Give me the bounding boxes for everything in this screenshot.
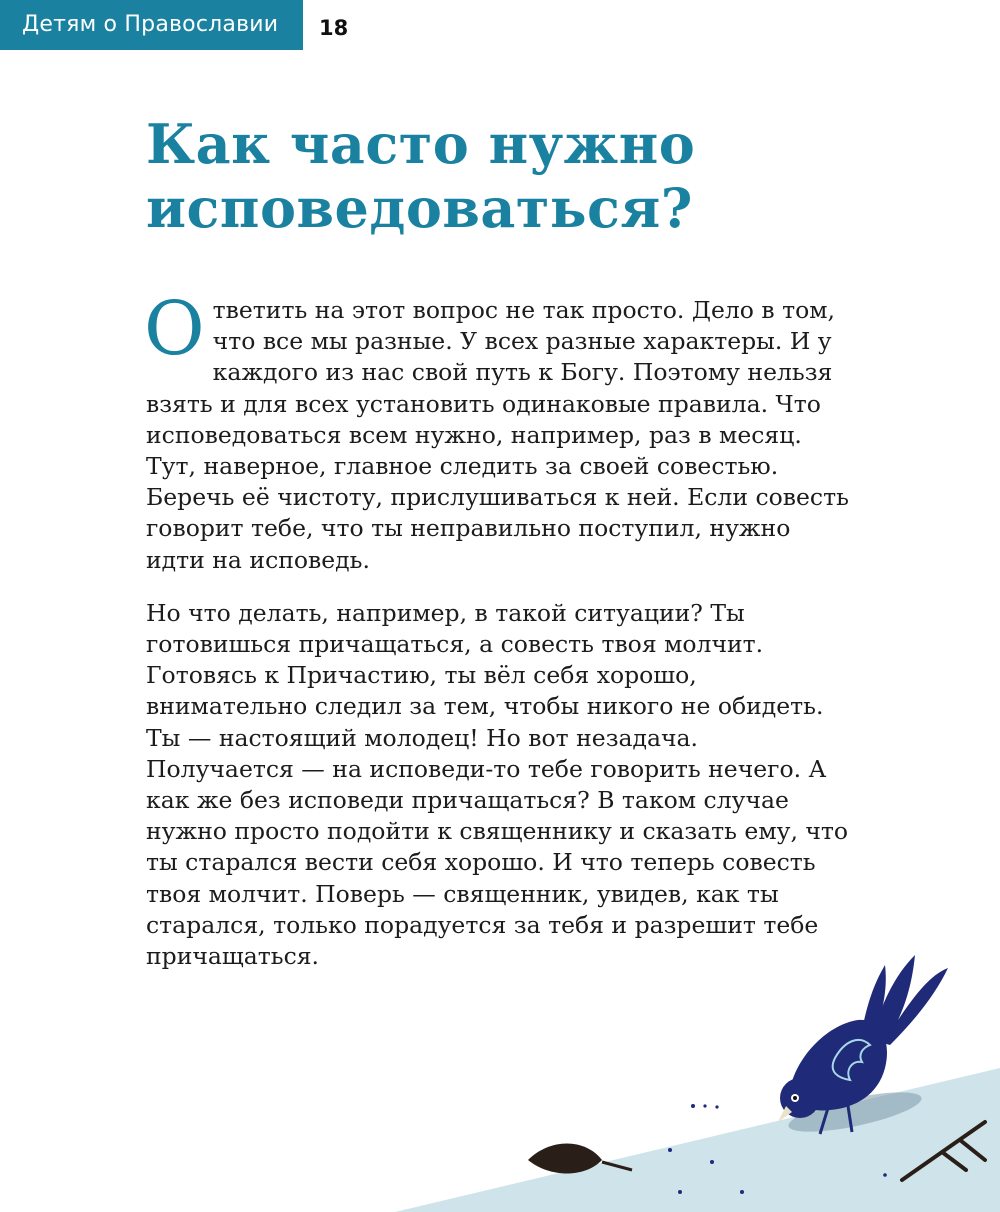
- article-body: [144, 286, 850, 994]
- paragraph-2: Но что делать, например, в такой ситуации? Ты готовишься причащаться, а совесть твоя молчит. Готовясь к Причастию, ты вёл себя хорошо, внимательно следил за тем, чтобы никого не обидеть. Ты — настоящий молодец! Но вот незадача. Получается — на исповеди-то тебе говорить нечего. А как же без исповеди причащаться? В таком случае нужно просто подойти к священнику и сказать ему, что ты старался вести себя хорошо. И что теперь совесть твоя молчит. Поверь — священник, увидев, как ты старался, только порадуется за тебя и разрешит тебе причащаться.: [146, 598, 849, 971]
- paragraph-1-text: тветить на этот вопрос не так просто. Дело в том, что все мы разные. У всех разные характеры. И у каждого из нас свой путь к Богу. Поэтому нельзя взять и для всех установить одинаковые правила. Что исповедоваться всем нужно, например, раз в месяц. Тут, наверное, главное следить за своей совестью. Беречь её чистоту, прислушиваться к ней. Если совесть говорит тебе, что ты неправильно поступил, нужно идти на исповедь.: [146, 296, 849, 574]
- twig: [902, 1122, 985, 1180]
- leaf: [528, 1144, 602, 1174]
- snow-dots: [668, 1104, 887, 1194]
- bird-head: [780, 1078, 820, 1118]
- bird-body: [790, 1020, 887, 1111]
- snow-ground: [395, 1068, 1000, 1212]
- paragraph-1: [144, 286, 850, 576]
- bird-shadow: [786, 1084, 925, 1140]
- series-header-tab: Детям о Православии: [0, 0, 303, 50]
- bird-beak: [778, 1106, 792, 1122]
- article-title: Как часто нужно исповедоваться?: [146, 112, 696, 240]
- page-number: 18: [319, 16, 349, 40]
- bird-tail: [872, 955, 948, 1045]
- drop-cap: О: [144, 286, 205, 372]
- bird-leg: [820, 1108, 828, 1134]
- bird-eye: [791, 1094, 799, 1102]
- bird-wing: [833, 1040, 870, 1080]
